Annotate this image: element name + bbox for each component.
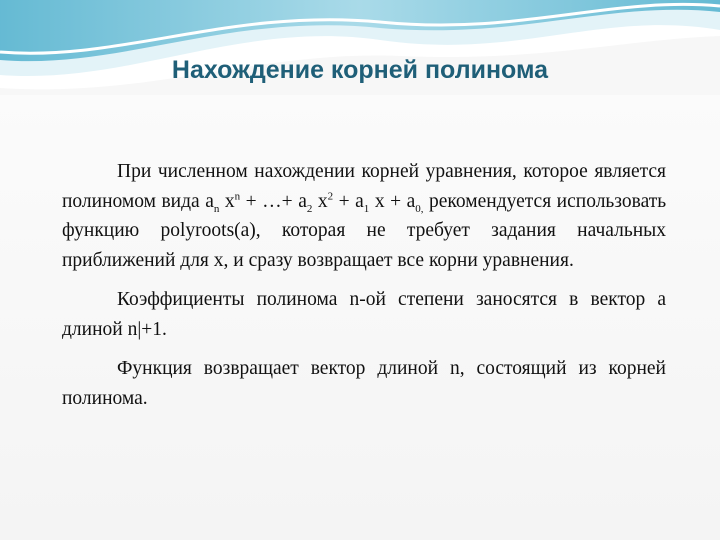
slide-title: Нахождение корней полинома [171,56,549,84]
paragraph-1-intro: При численном нахождении корней уравнения, которое является полиномом вида [62,161,666,212]
paragraph-1 [62,157,666,275]
paragraph-1-rest: рекомендуется использовать функцию polyroots(a), которая не требует задания начальных приближений для x, и сразу возвращает все корни уравнения. [62,190,667,271]
paragraph-3: Функция возвращает вектор длиной n, состоящий из корней полинома. [62,358,666,409]
paragraph-2: Коэффициенты полинома n-ой степени заносятся в вектор a длиной n|+1. [62,289,666,340]
polynomial-formula: $a_n$ $x^n$ + …+ $a_2$ $x^2 + a_1$ $x + a_{0,}$ [205,190,424,215]
wave-header-decoration [0,0,720,110]
slide-body [62,157,666,423]
